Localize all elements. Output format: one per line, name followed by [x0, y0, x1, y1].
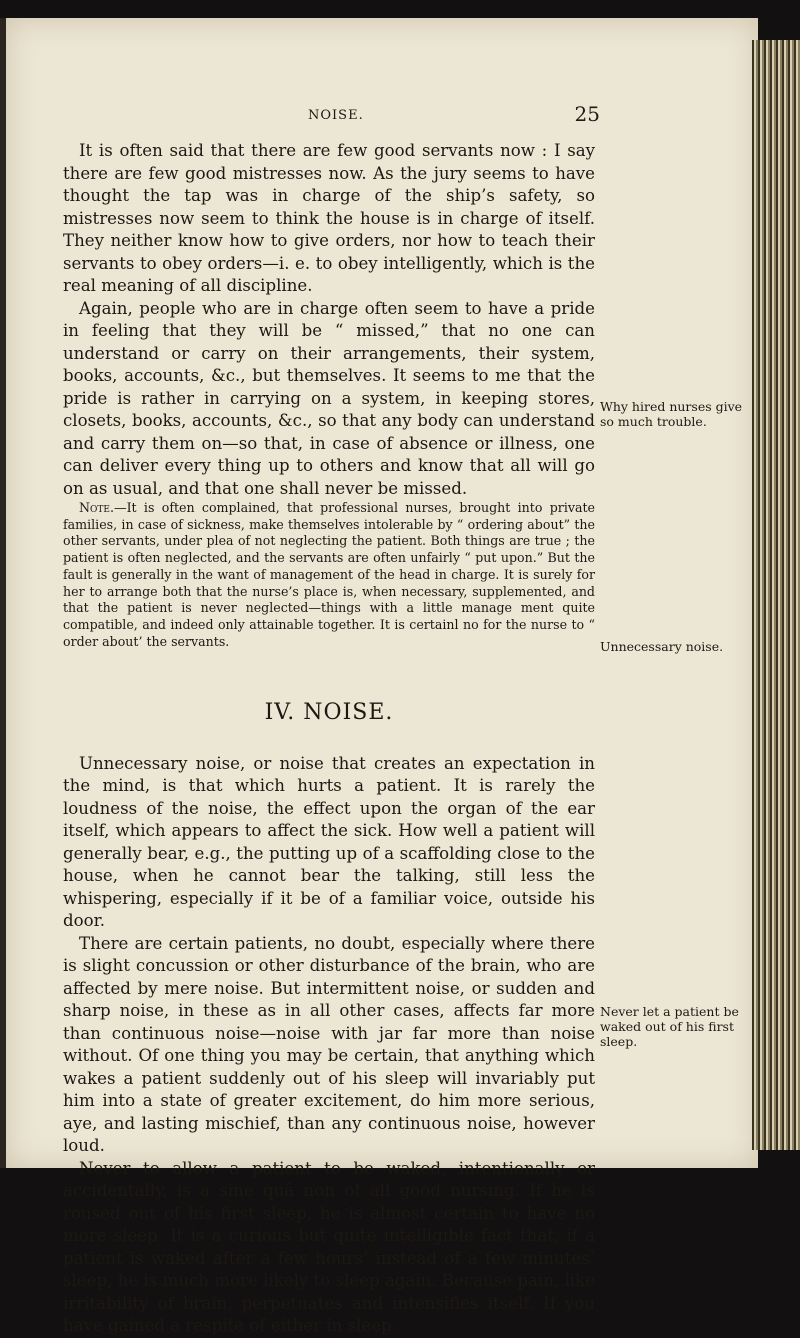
running-head	[60, 90, 600, 130]
paragraph: It is often said that there are few good servants now : I say there are few good mistresses now. As the jury seems to have thought the tap was in charge of the ship’s safety, so mistresses now seem to think the house is in charge of itself. They neither know how to give orders, nor how to teach their servants to obey orders—i. e. to obey intelligently, which is the real meaning of all discipline.	[63, 141, 595, 295]
marginal-note: Unnecessary noise.	[600, 639, 724, 654]
paragraph: Again, people who are in charge often seem to have a pride in feeling that they will be “ missed,” that no one can understand or carry on their arrangements, their system, books, accounts, &c., but themselves. It seems to me that the pride is rather in carrying on a system, in keeping stores, closets, books, accounts, &c., so that any body can understand and carry them on—so that, in case of absence or illness, one can deliver every thing up to others and know that all will go on as usual, and that one shall never be missed.	[63, 298, 595, 498]
page-number: 25	[574, 102, 600, 126]
main-text	[63, 140, 595, 1338]
page-stack-edge	[752, 40, 800, 1150]
section-heading: IV. NOISE.	[264, 700, 394, 726]
marginal-note: Never let a patient be waked out of his first sleep.	[600, 1004, 739, 1049]
paragraph: Never to allow a patient to be waked, intentionally or accidentally, is a sine quâ non of all good nursing. If he is roused out of his first sleep, he is almost certain to have no more sleep. It is a curious but quite intelligible fact that, if a patient is waked after a few hours’ instead of a few minutes’ sleep, he is much more likely to sleep again. Because pain, like irritability of brain, perpetuates and intensifies itself. If you have gained a respite of either in sleep	[63, 1158, 595, 1336]
marginal-note: Why hired nurses give so much trouble.	[600, 399, 743, 429]
note-text: —It is often complained, that professional nurses, brought into private families, in case of sickness, make themselves intolerable by “ ordering about” the other servants, under plea of not neglecting the patient. Both things are true ; the patient is often neglected, and the servants are often unfairly “ put upon.” But the fault is generally in the want of management of the head in charge. It is surely for her to arrange both that the nurse’s place is, when necessary, supplemented, and that the patient is never neglected—things with a little manage ment quite compatible, and indeed only attainable together. It is certainl no for the nurse to “ order about’ the servants.	[63, 500, 595, 649]
footnote	[63, 500, 595, 650]
running-head-title: NOISE.	[308, 108, 364, 123]
note-label: Note.	[79, 500, 114, 515]
paragraph: There are certain patients, no doubt, especially where there is slight concussion or other disturbance of the brain, who are affected by mere noise. But intermittent noise, or sudden and sharp noise, in these as in all other cases, affects far more than continuous noise—noise with jar far more than noise without. Of one thing you may be certain, that anything which wakes a patient suddenly out of his sleep will invariably put him into a state of greater excitement, do him more serious, aye, and lasting mischief, than any continuous noise, however loud.	[63, 933, 595, 1156]
paragraph: Unnecessary noise, or noise that creates an expectation in the mind, is that which hurts a patient. It is rarely the loudness of the noise, the effect upon the organ of the ear itself, which appears to affect the sick. How well a patient will generally bear, e.g., the putting up of a scaffolding close to the house, when he cannot bear the talking, still less the whispering, especially if it be of a familiar voice, outside his door.	[63, 753, 595, 931]
